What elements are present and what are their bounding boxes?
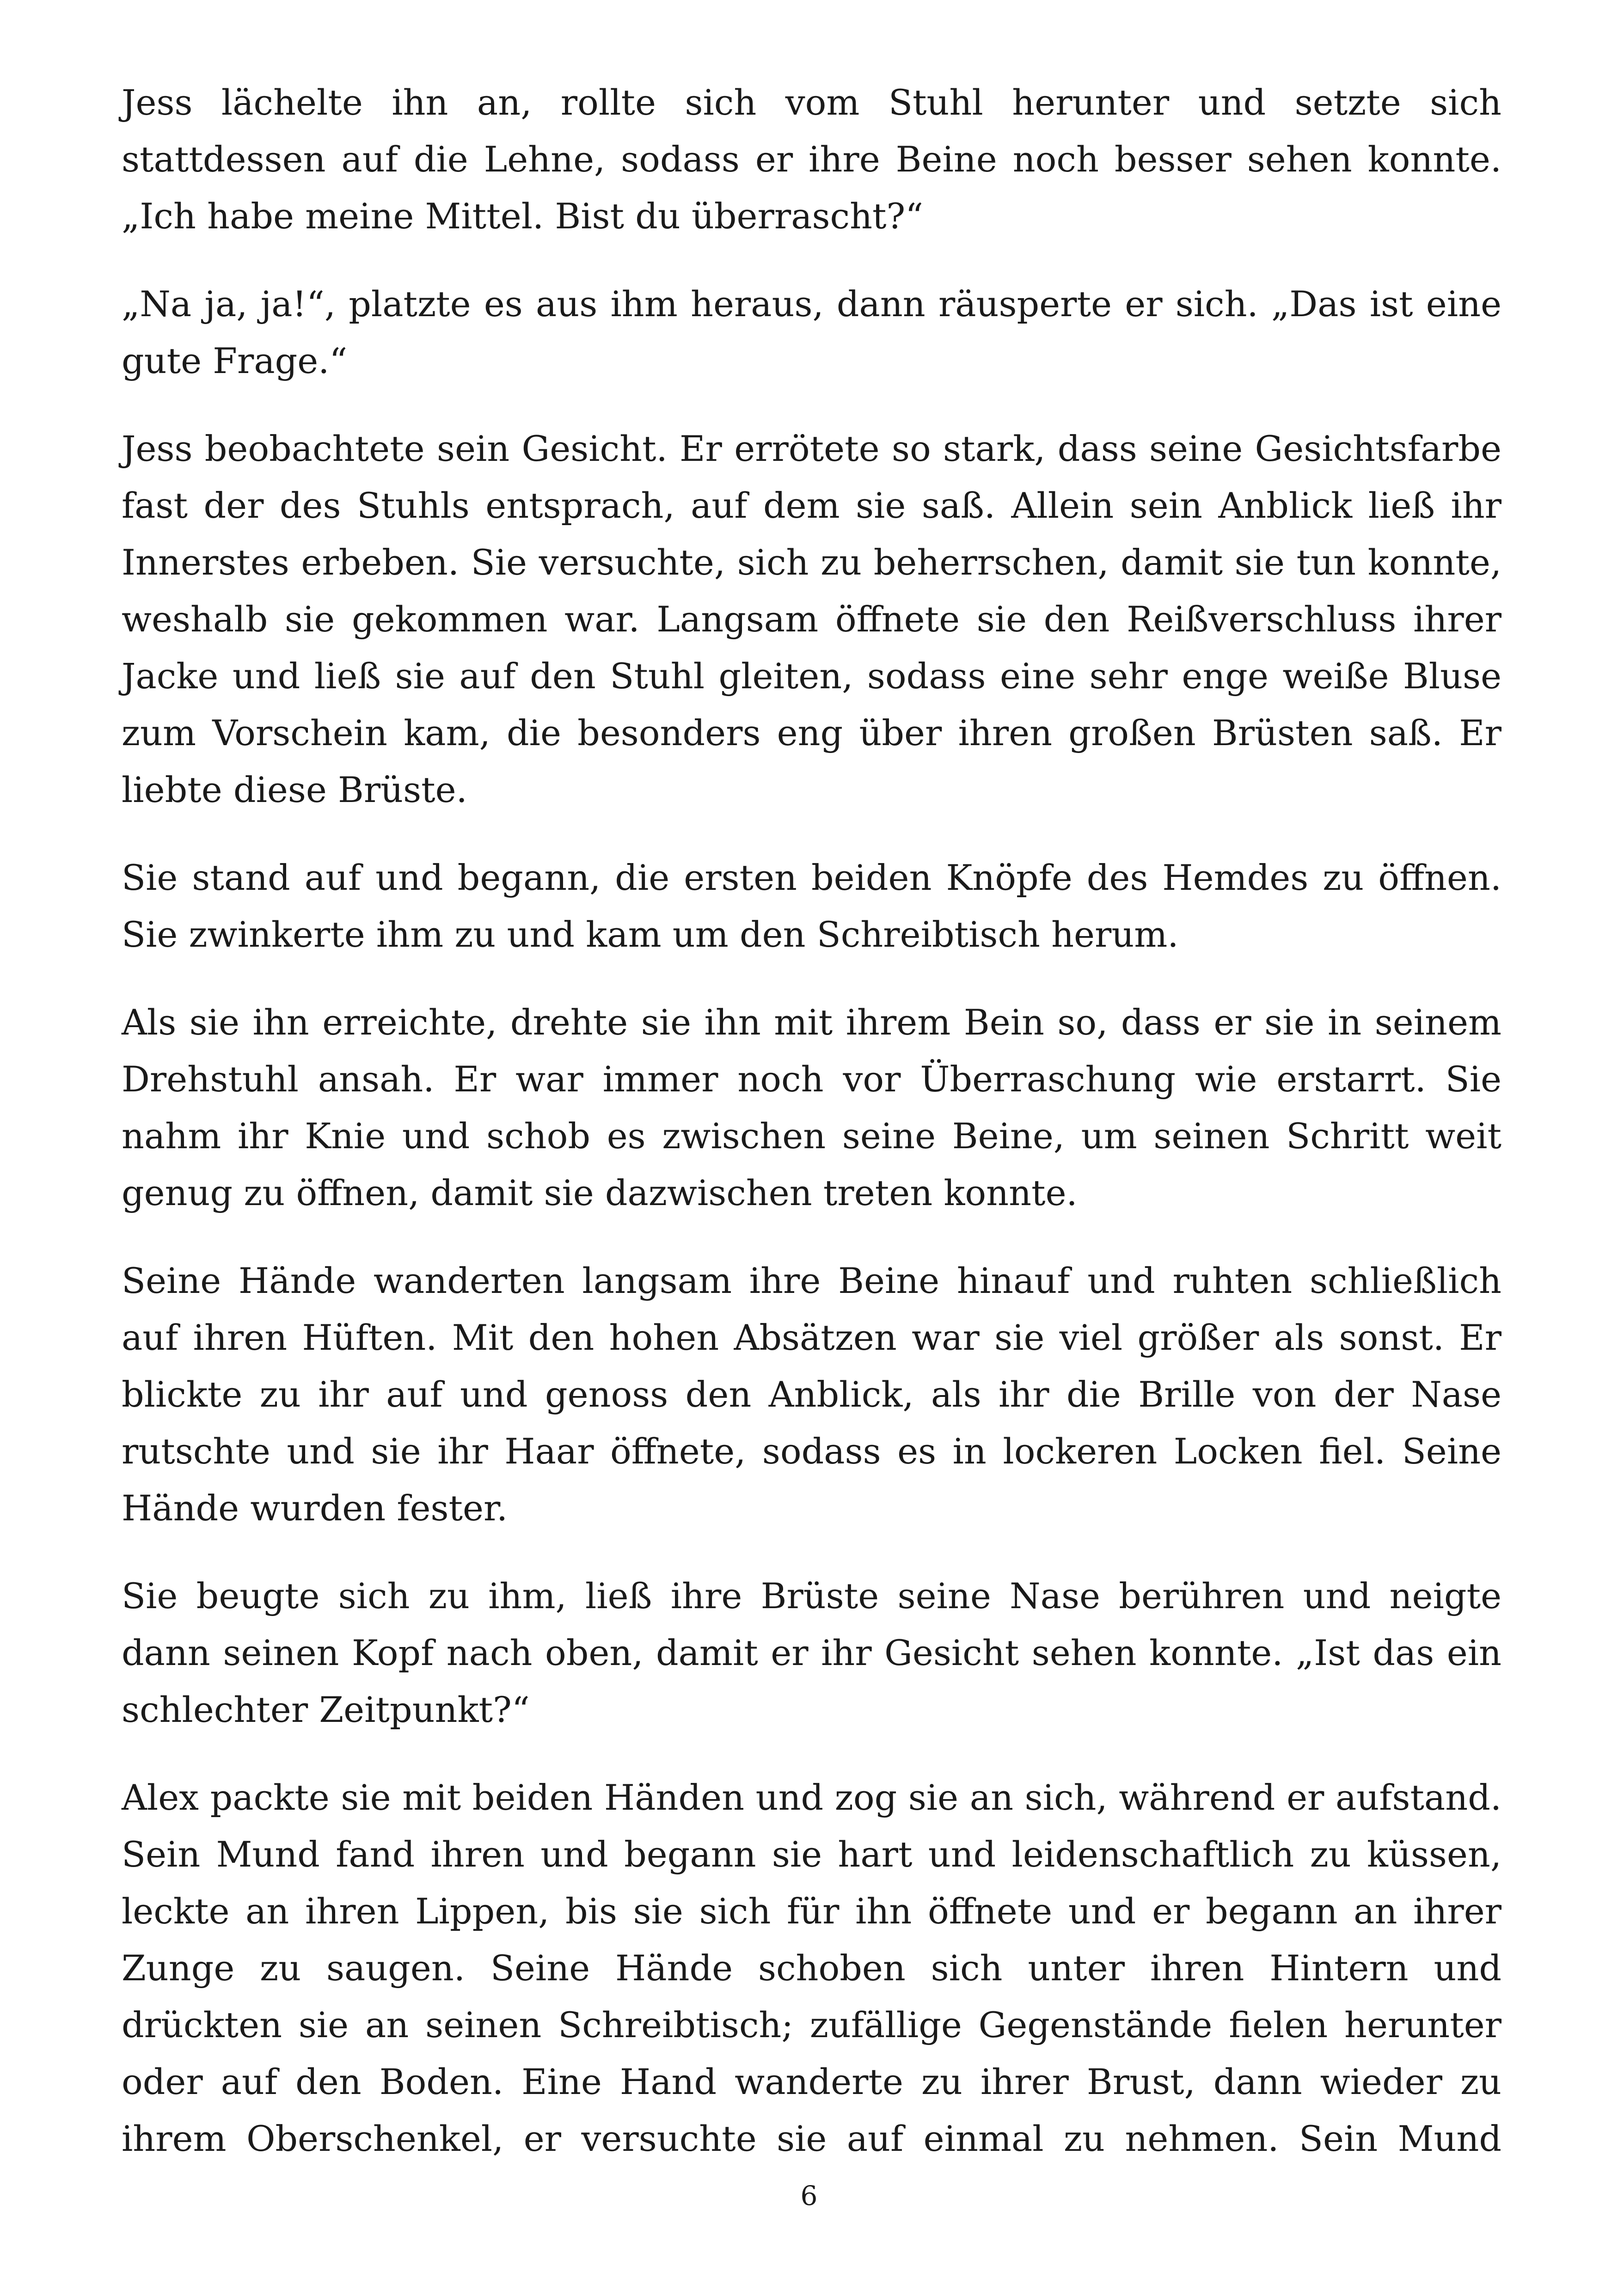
body-text bbox=[122, 74, 1502, 2167]
paragraph: „Na ja, ja!“, platzte es aus ihm heraus, dann räusperte er sich. „Das ist eine gute Frage.“ bbox=[122, 283, 1502, 381]
paragraph: Sie stand auf und begann, die ersten beiden Knöpfe des Hemdes zu öffnen. Sie zwinkerte ihm zu und kam um den Schreibtisch herum. bbox=[122, 857, 1502, 955]
paragraph: Alex packte sie mit beiden Händen und zog sie an sich, während er aufstand. Sein Mund fand ihren und begann sie hart und leidenschaftlich zu küssen, leckte an ihren Lippen, bis sie sich für ihn öffnete und er begann an ihrer Zunge zu saugen. Seine Hände schoben sich unter ihren Hintern und drückten sie an seinen Schreibtisch; zufällige Gegenstände fielen herunter oder auf den Boden. Eine Hand wanderte zu ihrer Brust, dann wieder zu ihrem Oberschenkel, er versuchte sie auf einmal zu nehmen. Sein Mund bbox=[122, 1777, 1502, 2159]
paragraph: Sie beugte sich zu ihm, ließ ihre Brüste seine Nase berühren und neigte dann seinen Kopf nach oben, damit er ihr Gesicht sehen konnte. „Ist das ein schlechter Zeitpunkt?“ bbox=[122, 1575, 1502, 1730]
paragraph: Jess beobachtete sein Gesicht. Er errötete so stark, dass seine Gesichtsfarbe fast der des Stuhls entsprach, auf dem sie saß. Allein sein Anblick ließ ihr Innerstes erbeben. Sie versuchte, sich zu beherrschen, damit sie tun konnte, weshalb sie gekommen war. Langsam öffnete sie den Reißverschluss ihrer Jacke und ließ sie auf den Stuhl gleiten, sodass eine sehr enge weiße Bluse zum Vorschein kam, die besonders eng über ihren großen Brüsten saß. Er liebte diese Brüste. bbox=[122, 428, 1502, 810]
paragraph: Als sie ihn erreichte, drehte sie ihn mit ihrem Bein so, dass er sie in seinem Drehstuhl ansah. Er war immer noch vor Überraschung wie erstarrt. Sie nahm ihr Knie und schob es zwischen seine Beine, um seinen Schritt weit genug zu öffnen, damit sie dazwischen treten konnte. bbox=[122, 1002, 1502, 1213]
paragraph: Jess lächelte ihn an, rollte sich vom Stuhl herunter und setzte sich stattdessen auf die Lehne, sodass er ihre Beine noch besser sehen konnte. „Ich habe meine Mittel. Bist du überrascht?“ bbox=[122, 82, 1502, 237]
page-number: 6 bbox=[800, 2180, 818, 2211]
paragraph: Seine Hände wanderten langsam ihre Beine hinauf und ruhten schließlich auf ihren Hüften. Mit den hohen Absätzen war sie viel größer als sonst. Er blickte zu ihr auf und genoss den Anblick, als ihr die Brille von der Nase rutschte und sie ihr Haar öffnete, sodass es in lockeren Locken fiel. Seine Hände wurden fester. bbox=[122, 1260, 1502, 1529]
